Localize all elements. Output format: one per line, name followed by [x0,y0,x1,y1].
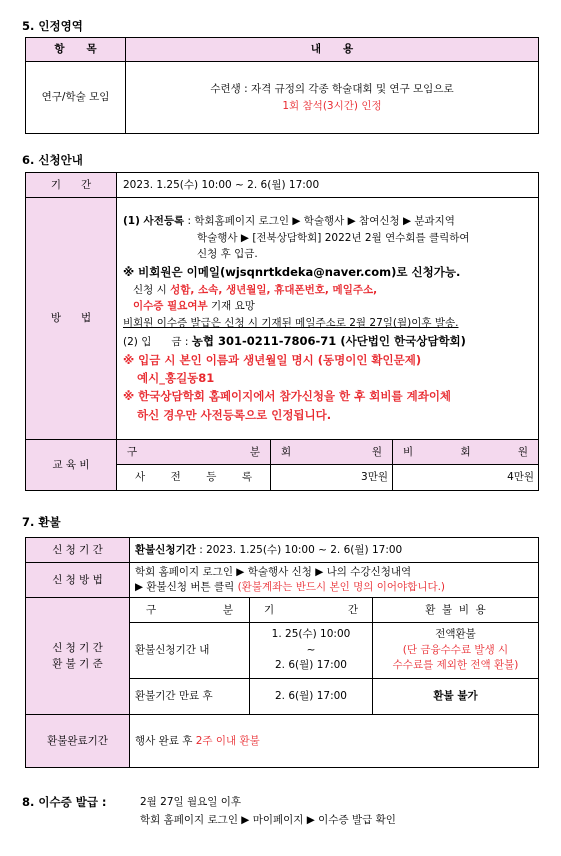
refund-done-b: 2주 이내 환불 [195,734,260,747]
period-label: 기 간 [26,173,117,198]
refund-method-line2-b: (환불계좌는 반드시 본인 명의 이어야합니다.) [237,581,446,593]
criteria-header-cost: 환 불 비 용 [373,598,539,623]
pre-register-label: (1) 사전등록 [123,214,185,227]
fee-h1-b: 분 [249,445,260,458]
section-5-title: 5. 인정영역 [22,19,83,33]
fee-label: 교 육 비 [26,440,117,491]
certificate-line2: 학회 홈페이지 로그인 ▶ 마이페이지 ▶ 이수증 발급 확인 [140,814,396,827]
criteria-row1-division: 환불신청기간 내 [130,623,250,679]
section-8-title: 8. 이수증 발급 : [22,795,107,809]
section-6-title: 6. 신청안내 [22,153,83,167]
method-line4: ※ 비회원은 이메일(wjsqnrtkdeka@naver.com)로 신청가능. [123,265,461,280]
criteria-header-period [250,598,373,623]
row-content-line2: 1회 참석(3시간) 인정 [282,99,382,112]
fee-r-c: 등 [206,471,217,484]
method-line6-b: 기재 요망 [207,300,255,313]
th2-a: 기 [264,603,275,616]
method-label: 방 법 [26,198,117,440]
criteria-label-line1: 신 청 기 간 [52,641,103,654]
fee-r-d: 록 [241,471,252,484]
fee-header-division [117,440,271,465]
th2-b: 간 [347,603,358,616]
refund-done-label: 환불완료기간 [26,715,130,768]
method-line2: 학술행사 ▶ [전북상담학회] 2022년 2월 연수회를 클릭하여 [197,231,470,244]
refund-method-line2 [135,580,538,595]
r1-cost-note1: (단 금융수수료 발생 시 [402,643,509,656]
criteria-row1-cost [373,623,539,679]
refund-apply-label: 신 청 기 간 [26,538,130,563]
header-content: 내 용 [126,38,539,62]
method-line9: ※ 입금 시 본인 이름과 생년월일 명시 (동명이인 확인문제) [123,352,422,367]
method-line1 [123,213,534,230]
fee-h2-a: 회 [281,445,292,458]
method-line5-a: 신청 시 [133,283,171,296]
deposit-account: 농협 301-0211-7806-71 (사단법인 한국상담학회) [191,333,466,348]
refund-criteria-label [26,598,130,715]
method-line10: 예시_홍길동81 [137,371,215,386]
method-content [117,198,539,440]
deposit-label: (2) 입 금 : [123,335,192,348]
refund-apply-rest: : 2023. 1.25(수) 10:00 ~ 2. 6(월) 17:00 [195,543,403,556]
method-line3: 신청 후 입금. [197,248,258,261]
method-line1-text: : 학회홈페이지 로그인 ▶ 학술행사 ▶ 참여신청 ▶ 분과지역 [184,214,455,227]
fee-nonmember: 4만원 [393,465,539,491]
fee-h1-a: 구 [127,445,138,458]
fee-h3-a: 비 [403,445,414,458]
th1-b: 분 [222,603,233,616]
method-line5 [123,282,534,299]
section-6-table [25,172,539,491]
section-8-content [140,793,396,830]
criteria-label-line2: 환 불 기 준 [52,658,103,670]
fee-h2-b: 원 [371,445,382,458]
method-line6-a: 이수증 필요여부 [133,300,208,313]
fee-r-a: 사 [135,471,146,484]
row-content-line1: 수련생 : 자격 규정의 각종 학술대회 및 연구 모임으로 [210,83,454,96]
criteria-row1-period [250,623,373,679]
section-7-title: 7. 환불 [22,515,61,529]
r1-period-sep: ~ [306,643,316,656]
section-5-table [25,37,539,134]
refund-done-value [130,715,539,768]
th1-a: 구 [146,603,157,616]
certificate-line1: 2월 27일 월요일 이후 [140,796,242,808]
method-line5-b: 성함, 소속, 생년월일, 휴대폰번호, 메일주소, [170,283,378,296]
refund-apply-bold: 환불신청기간 [135,543,196,556]
period-value: 2023. 1.25(수) 10:00 ~ 2. 6(월) 17:00 [117,173,539,198]
method-line11: ※ 한국상담학회 홈페이지에서 참가신청을 한 후 회비를 계좌이체 [123,389,452,404]
criteria-header-division [130,598,250,623]
method-line12: 하신 경우만 사전등록으로 인정됩니다. [137,407,332,422]
r1-cost-main: 전액환불 [435,627,476,640]
fee-r-b: 전 [170,471,181,484]
section-7-table [25,537,539,768]
criteria-row2-cost: 환불 불가 [373,679,539,715]
r1-cost-note2: 수수료를 제외한 전액 환불) [392,659,519,672]
fee-header-member [271,440,393,465]
refund-apply-value [130,538,539,563]
fee-row-division [117,465,271,491]
header-item: 항 목 [26,38,126,62]
row-content [126,62,539,134]
r1-period-end: 2. 6(월) 17:00 [275,659,347,672]
refund-method-value [130,563,539,598]
method-line7: 비회원 이수증 발급은 신청 시 기재된 메일주소로 2월 27일(월)이후 발송. [123,317,459,330]
refund-method-line1: 학회 홈페이지 로그인 ▶ 학술행사 신청 ▶ 나의 수강신청내역 [135,565,412,578]
method-line6 [123,298,534,315]
fee-h3-c: 원 [517,445,529,458]
fee-header-nonmember [393,440,539,465]
fee-h3-b: 회 [460,445,471,458]
refund-method-label: 신 청 방 법 [26,563,130,598]
refund-done-a: 행사 완료 후 [135,734,196,747]
criteria-row2-period: 2. 6(월) 17:00 [250,679,373,715]
method-line8 [123,332,534,351]
fee-member: 3만원 [271,465,393,491]
row-label: 연구/학술 모임 [26,62,126,134]
r1-period-start: 1. 25(수) 10:00 [271,627,351,640]
criteria-row2-division: 환불기간 만료 후 [130,679,250,715]
refund-method-line2-a: ▶ 환불신청 버튼 클릭 [135,581,238,593]
